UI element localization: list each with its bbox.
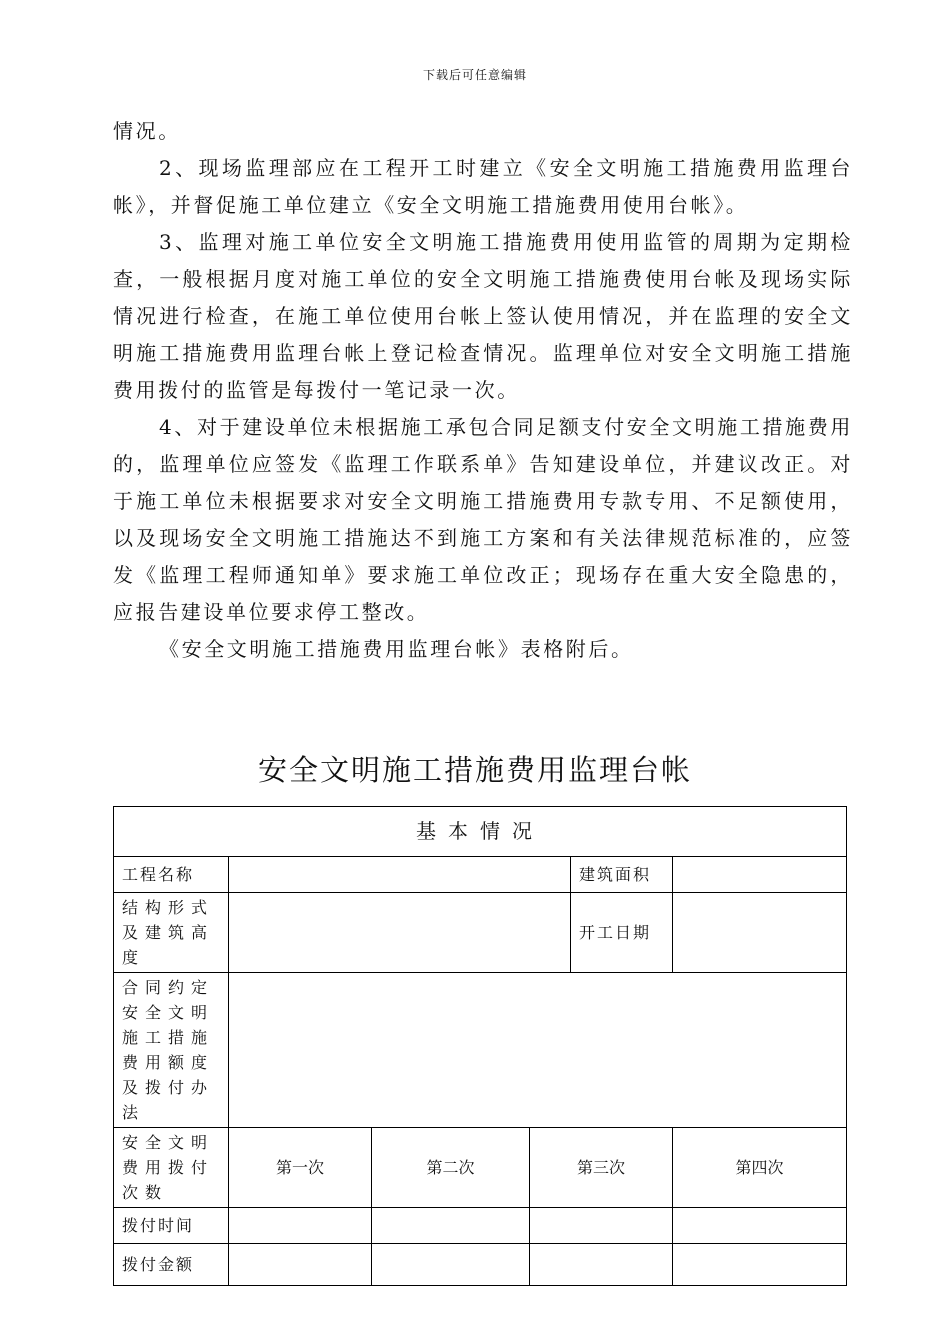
- payment-time-4-field[interactable]: [673, 1208, 847, 1244]
- payment-round-3: 第三次: [530, 1128, 673, 1208]
- contract-field[interactable]: [229, 973, 847, 1128]
- building-area-label: 建筑面积: [571, 857, 673, 893]
- payment-round-4: 第四次: [673, 1128, 847, 1208]
- section-head: 基本情况: [114, 807, 847, 857]
- payment-time-label: 拨付时间: [114, 1208, 229, 1244]
- page-header-note: 下载后可任意编辑: [422, 68, 527, 82]
- table-row: [114, 1244, 847, 1286]
- table-row: [114, 893, 847, 973]
- structure-label: 结构形式及建筑高度: [114, 893, 229, 973]
- contract-label: 合同约定安全文明施工措施费用额度及拨付办法: [114, 973, 229, 1128]
- project-name-label: 工程名称: [114, 857, 229, 893]
- start-date-label: 开工日期: [571, 893, 673, 973]
- body-text: [113, 113, 853, 668]
- payment-time-1-field[interactable]: [229, 1208, 372, 1244]
- structure-field[interactable]: [229, 893, 571, 973]
- section-head-row: [114, 807, 847, 857]
- table-row: [114, 973, 847, 1128]
- start-date-field[interactable]: [673, 893, 847, 973]
- table-row: [114, 1208, 847, 1244]
- payment-amount-label: 拨付金额: [114, 1244, 229, 1286]
- payment-amount-1-field[interactable]: [229, 1244, 372, 1286]
- payment-time-2-field[interactable]: [372, 1208, 530, 1244]
- table-row: [114, 1128, 847, 1208]
- payment-count-label: 安全文明费用拨付次数: [114, 1128, 229, 1208]
- paragraph-4: 4、对于建设单位未根据施工承包合同足额支付安全文明施工措施费用的，监理单位应签发《监理工作联系单》告知建设单位，并建议改正。对于施工单位未根据要求对安全文明施工措施费用专款专用、不足额使用，以及现场安全文明施工措施达不到施工方案和有关法律规范标准的，应签发《监理工程师通知单》要求施工单位改正；现场存在重大安全隐患的，应报告建设单位要求停工整改。: [113, 415, 853, 624]
- payment-amount-3-field[interactable]: [530, 1244, 673, 1286]
- paragraph-attachment-note: 《安全文明施工措施费用监理台帐》表格附后。: [159, 637, 634, 661]
- payment-round-2: 第二次: [372, 1128, 530, 1208]
- paragraph-continuation: 情况。: [113, 119, 181, 143]
- building-area-field[interactable]: [673, 857, 847, 893]
- table-row: [114, 857, 847, 893]
- ledger-table: [113, 806, 847, 1286]
- project-name-field[interactable]: [229, 857, 571, 893]
- paragraph-3: 3、监理对施工单位安全文明施工措施费用使用监管的周期为定期检查，一般根据月度对施工单位的安全文明施工措施费使用台帐及现场实际情况进行检查，在施工单位使用台帐上签认使用情况，并在监理的安全文明施工措施费用监理台帐上登记检查情况。监理单位对安全文明施工措施费用拨付的监管是每拨付一笔记录一次。: [113, 230, 853, 402]
- payment-amount-2-field[interactable]: [372, 1244, 530, 1286]
- payment-time-3-field[interactable]: [530, 1208, 673, 1244]
- payment-round-1: 第一次: [229, 1128, 372, 1208]
- ledger-title: 安全文明施工措施费用监理台帐: [257, 753, 692, 787]
- payment-amount-4-field[interactable]: [673, 1244, 847, 1286]
- paragraph-2: 2、现场监理部应在工程开工时建立《安全文明施工措施费用监理台帐》，并督促施工单位建立《安全文明施工措施费用使用台帐》。: [113, 156, 853, 217]
